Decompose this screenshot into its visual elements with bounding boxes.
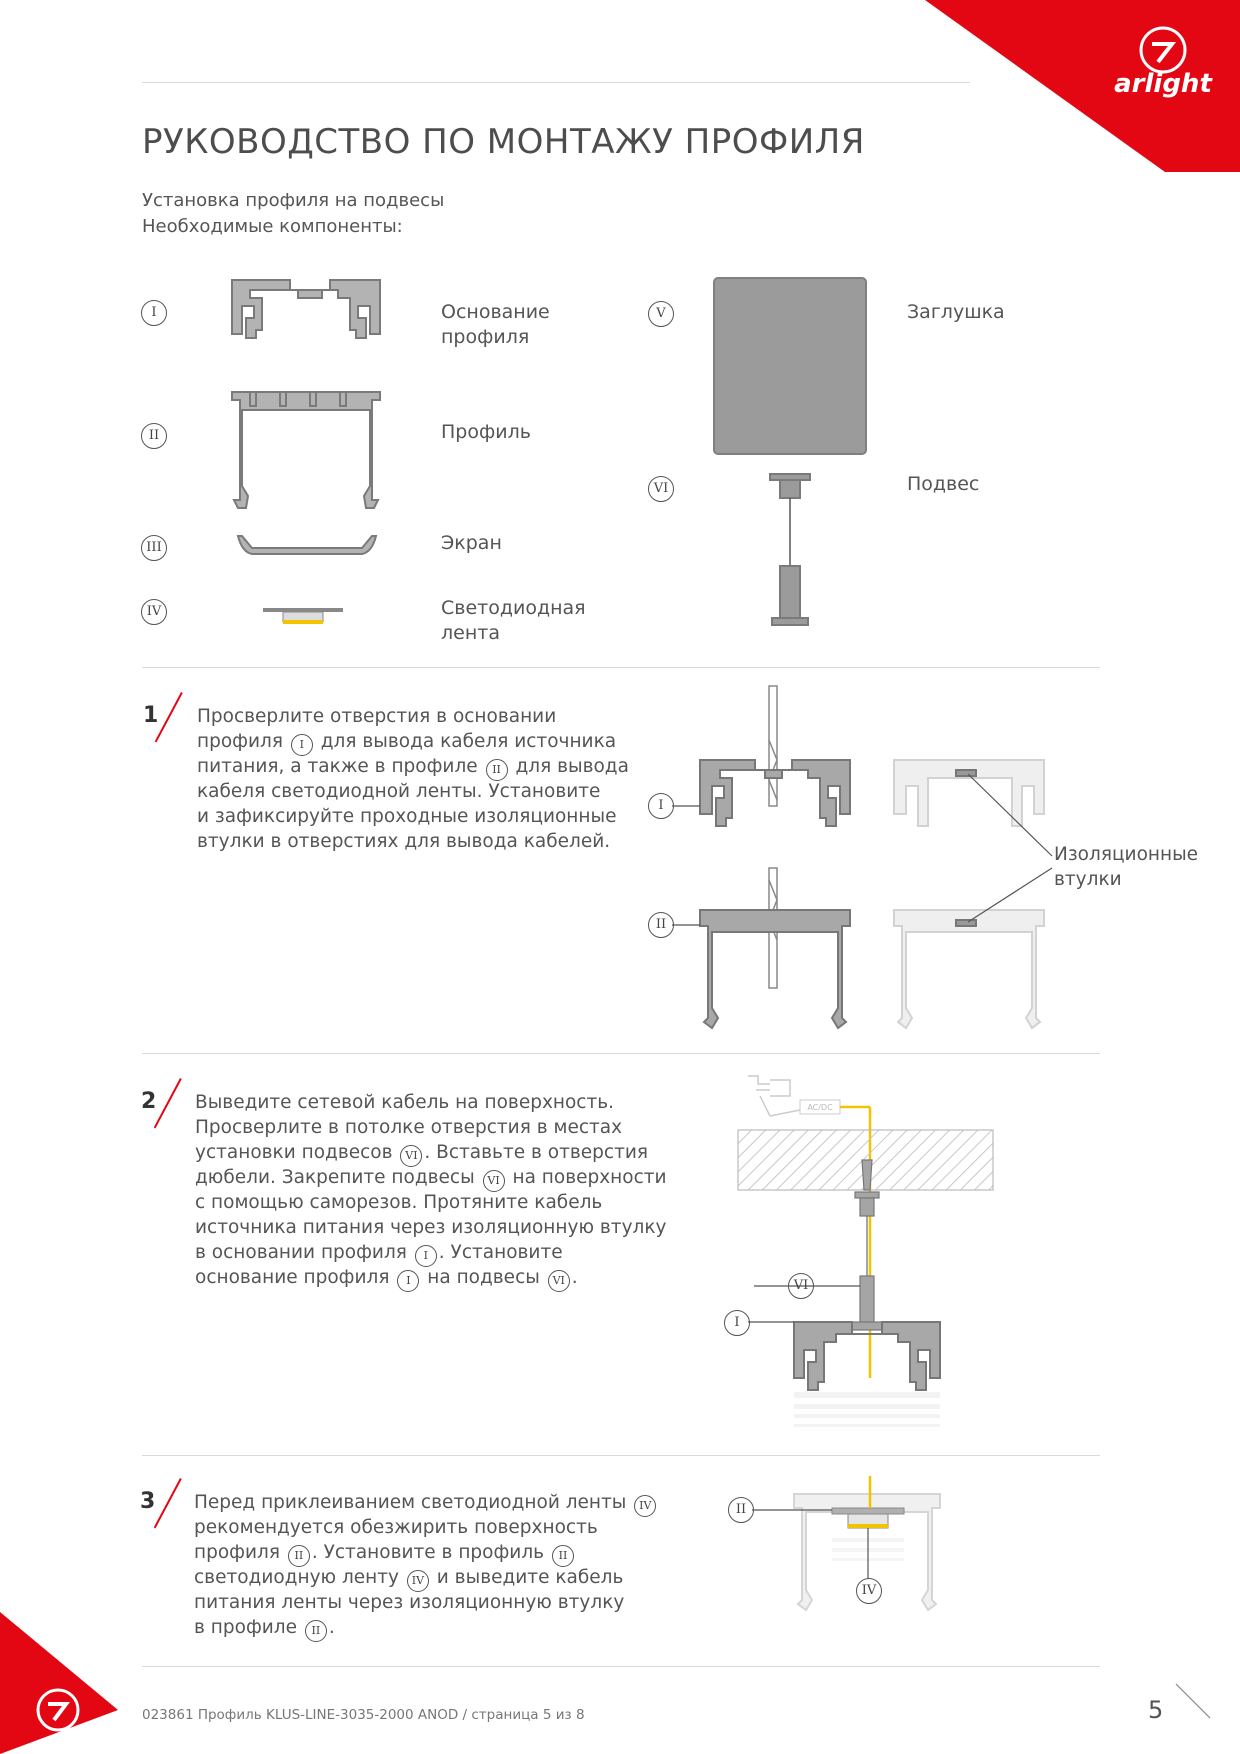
step-2-numeral-vi: VI (788, 1273, 814, 1299)
component-label-ii: Профиль (441, 421, 531, 443)
bushing-callout: Изоляционные втулки (1054, 844, 1199, 890)
intro-line-2: Необходимые компоненты: (142, 216, 403, 237)
step-3-numeral-ii: II (728, 1497, 754, 1523)
component-numeral-iv: IV (141, 599, 167, 625)
intro-line-1: Установка профиля на подвесы (142, 190, 445, 211)
component-label-iii: Экран (441, 532, 502, 554)
component-numeral-v: V (648, 301, 674, 327)
component-numeral-ii: II (141, 423, 167, 449)
footer-text: 023861 Профиль KLUS-LINE-3035-2000 ANOD / страница 5 из 8 (142, 1707, 585, 1723)
step-3-number: 3 (140, 1489, 156, 1514)
step-2-number: 2 (141, 1089, 157, 1114)
page-corner-line (1174, 1682, 1214, 1722)
component-numeral-iii: III (141, 535, 167, 561)
page-number: 5 (1148, 1696, 1164, 1724)
divider-4 (142, 1666, 1100, 1667)
step-2-numeral-i: I (724, 1310, 750, 1336)
page-title: РУКОВОДСТВО ПО МОНТАЖУ ПРОФИЛЯ (142, 122, 865, 162)
component-numeral-i: I (141, 300, 167, 326)
component-label-i: Основание профиля (441, 301, 550, 348)
step-3-text: Перед приклеиванием светодиодной ленты IV рекомендуется обезжирить поверхность профиля II . Установите в профиль II светодиодную ленту IV и выведите кабель питания ленты через изоляционную втулку в профиле II . (194, 1490, 658, 1640)
step-2-text: Выведите сетевой кабель на поверхность. Просверлите в потолке отверстия в местах установки подвесов VI . Вставьте в отверстия дюбели. Закрепите подвесы VI на поверхности с помощью саморезов. Протяните кабель источника питания через изоляционную втулку в основании профиля I . Установите основание профиля I на подвесы VI . (195, 1090, 667, 1290)
component-label-iv: Светодиодная лента (441, 597, 586, 644)
step-3-numeral-iv: IV (856, 1578, 882, 1604)
component-numeral-vi: VI (648, 476, 674, 502)
driver-label: AC/DC (807, 1103, 833, 1112)
led-strip-installed (832, 1508, 904, 1528)
component-label-vi: Подвес (907, 473, 980, 495)
component-label-v: Заглушка (907, 301, 1005, 323)
step-1-numeral-i: I (648, 793, 674, 819)
step-1-numeral-ii: II (648, 912, 674, 938)
step-1-text: Просверлите отверстия в основании профиля I для вывода кабеля источника питания, а также в профиле II для вывода кабеля светодиодной ленты. Установите и зафиксируйте проходные изоляционные втулки в отверстиях для вывода кабелей. (197, 706, 629, 852)
step-1-number: 1 (143, 703, 159, 728)
logo-text: arlight (1114, 69, 1212, 99)
